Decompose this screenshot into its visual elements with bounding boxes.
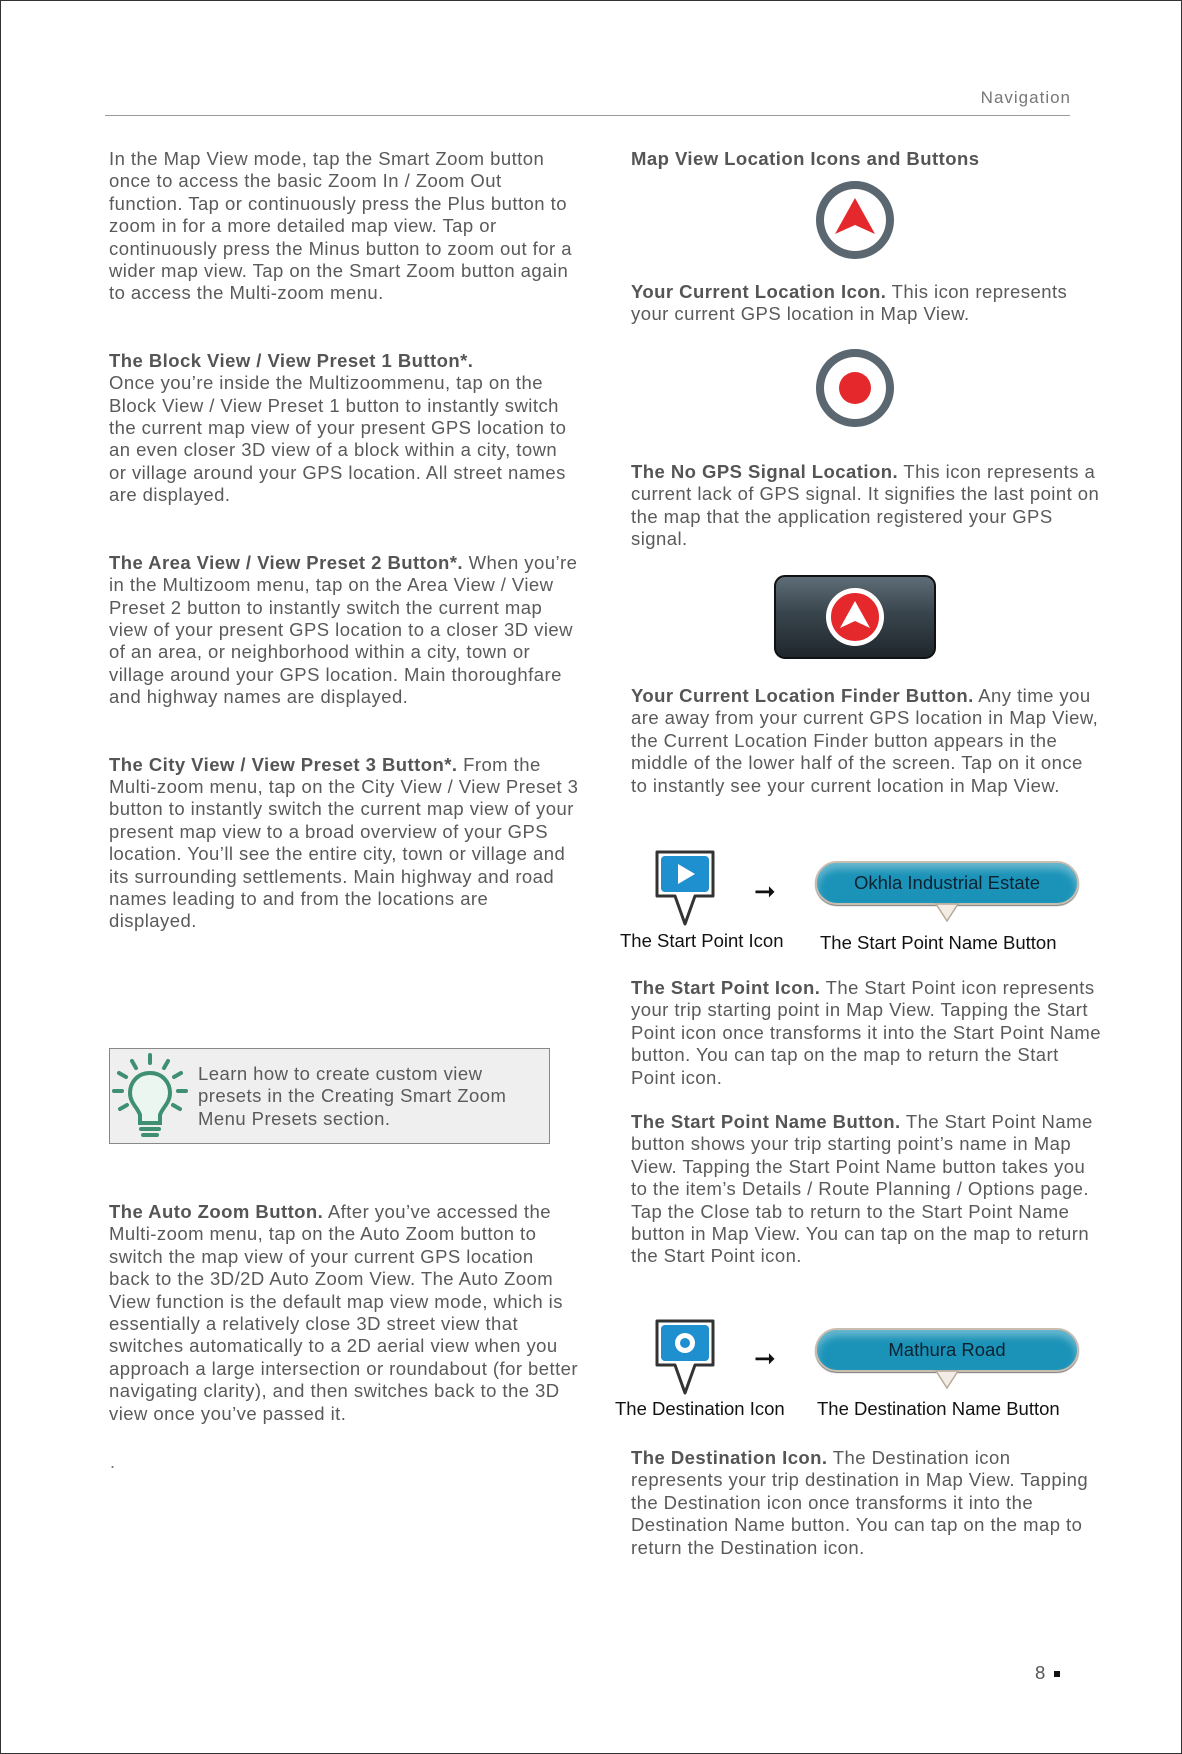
intro-paragraph: In the Map View mode, tap the Smart Zoom button once to access the basic Zoom In / Zoom Out function. Tap or continuously press the Plus button to zoom in for a more detailed map view. Tap or continuously press the Minus button to zoom out for a wider map view. Tap on the Smart Zoom button again to access the Multi-zoom menu. — [109, 148, 572, 304]
start-icon-section — [631, 977, 1101, 1268]
destination-name-button[interactable]: Mathura Road — [815, 1328, 1079, 1372]
current-location-icon — [813, 178, 897, 262]
start-name-title: The Start Point Name Button. — [631, 1111, 901, 1133]
no-gps-location-icon — [813, 346, 897, 430]
location-finder-button[interactable] — [773, 574, 937, 660]
header-rule — [105, 115, 1070, 116]
destination-pill-pointer — [935, 1370, 959, 1390]
auto-zoom-body: After you’ve accessed the Multi-zoom menu, tap on the Auto Zoom button to switch the map view of your current GPS location back to the 3D/2D Auto Zoom View. The Auto Zoom View function is the default map view mode, which is essentially a relatively close 3D street view that switches automatically to a 2D aerial view when you approach a large intersection or roundabout (for better navigating clarity), and then switches back to the 3D view once you’ve passed it. — [109, 1201, 579, 1424]
block-view-body: Once you’re inside the Multizoommenu, tap on the Block View / View Preset 1 button to instantly switch the current map view of your present GPS location to an even closer 3D view of a block within a city, town or village around your GPS location. All street names are displayed. — [109, 372, 567, 506]
finder-body: Any time you are away from your current GPS location in Map View, the Current Location Finder button appears in the middle of the lower half of the screen. Tap on it once to instantly see your current location in Map View. — [631, 685, 1099, 796]
start-point-name-button[interactable]: Okhla Industrial Estate — [815, 861, 1079, 905]
city-view-paragraph — [109, 754, 579, 933]
block-view-title: The Block View / View Preset 1 Button*. — [109, 349, 474, 371]
destination-icon[interactable] — [653, 1317, 717, 1397]
icons-heading: Map View Location Icons and Buttons — [631, 148, 980, 169]
auto-zoom-section — [109, 1201, 579, 1425]
start-name-body: The Start Point Name button shows your trip starting point’s name in Map View. Tapping the Start Point Name button takes you to the item’s Details / Route Planning / Options page. Tap the Close tab to return to the Start Point Name button in Map View. You can tap on the map to return the Start Point icon. — [631, 1111, 1093, 1267]
lightbulb-icon — [110, 1053, 190, 1143]
tip-text: Learn how to create custom view presets in the Creating Smart Zoom Menu Presets section. — [198, 1063, 507, 1129]
block-view-paragraph — [109, 350, 579, 507]
area-view-title: The Area View / View Preset 2 Button*. — [109, 551, 463, 573]
destination-icon-title: The Destination Icon. — [631, 1447, 828, 1468]
destination-icon-caption: The Destination Icon — [615, 1398, 785, 1419]
trailing-period: . — [110, 1452, 116, 1472]
right-heading-block — [631, 148, 1101, 170]
start-icon-caption: The Start Point Icon — [620, 930, 784, 951]
section-header: Navigation — [980, 88, 1071, 107]
destination-icon-body: The Destination icon represents your trip destination in Map View. Tapping the Destination icon once transforms it into the Destination Name button. You can tap on the map to return the Destination icon. — [631, 1447, 1089, 1558]
finder-section — [631, 685, 1101, 797]
auto-zoom-paragraph — [109, 1201, 579, 1425]
start-icon-body: The Start Point icon represents your trip starting point in Map View. Tapping the Start Point icon once transforms it into the Start Point Name button. You can tap on the map to return the Start Point icon. — [631, 977, 1101, 1088]
start-button-caption: The Start Point Name Button — [820, 932, 1057, 953]
tip-box — [109, 1048, 550, 1144]
area-view-body: When you’re in the Multizoom menu, tap on the Area View / View Preset 2 button to instantly switch the current map view of your present GPS location to a closer 3D view of an area, or neighborhood within a city, town or village around your GPS location. Main thoroughfare and highway names are displayed. — [109, 551, 578, 708]
start-pill-pointer — [935, 903, 959, 923]
current-location-body: This icon represents your current GPS location in Map View. — [631, 281, 1068, 325]
no-gps-title: The No GPS Signal Location. — [631, 461, 899, 482]
finder-title: Your Current Location Finder Button. — [631, 685, 974, 706]
start-point-icon[interactable] — [653, 848, 717, 928]
page-marker — [1054, 1671, 1060, 1677]
start-icon-title: The Start Point Icon. — [631, 977, 821, 998]
area-view-paragraph — [109, 552, 579, 709]
no-gps-body: This icon represents a current lack of GPS signal. It signifies the last point on the map that the application registered your GPS signal. — [631, 461, 1100, 550]
start-arrow-icon: ➞ — [754, 876, 776, 906]
page-number: 8 — [1035, 1662, 1046, 1683]
auto-zoom-title: The Auto Zoom Button. — [109, 1201, 324, 1222]
no-gps-section — [631, 461, 1101, 551]
destination-arrow-icon: ➞ — [754, 1343, 776, 1373]
destination-button-caption: The Destination Name Button — [817, 1398, 1060, 1419]
city-view-body: From the Multi-zoom menu, tap on the City View / View Preset 3 button to instantly switch the current map view of your present map view to a broad overview of your GPS location. You’ll see the entire city, town or village and its surrounding settlements. Main highway and road names leading to and from the locations are displayed. — [109, 753, 579, 932]
current-location-section — [631, 281, 1101, 326]
destination-icon-section — [631, 1447, 1101, 1559]
current-location-title: Your Current Location Icon. — [631, 281, 887, 302]
city-view-title: The City View / View Preset 3 Button*. — [109, 753, 458, 775]
left-column — [109, 148, 579, 933]
